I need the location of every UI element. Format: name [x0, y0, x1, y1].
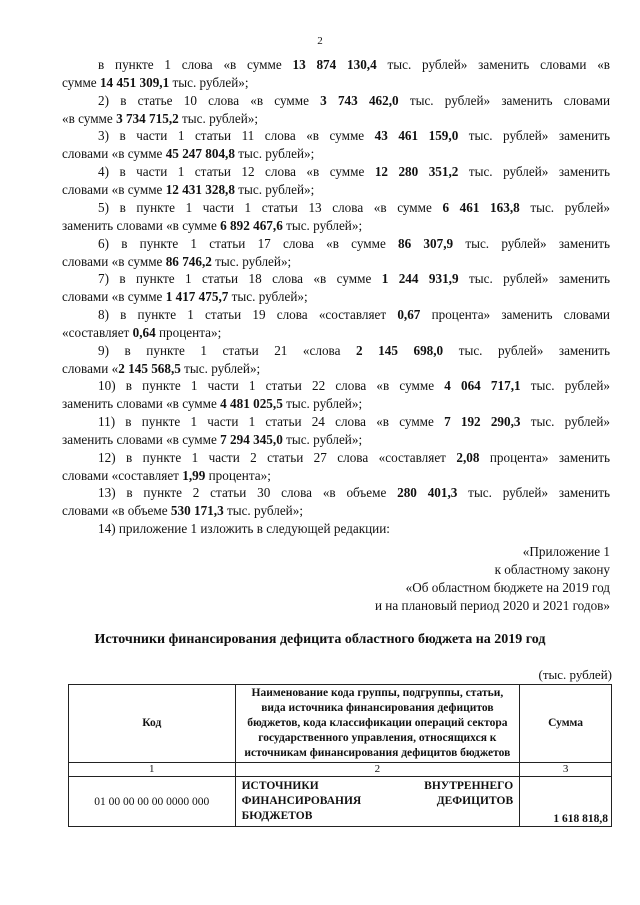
- amendment-line-1: [62, 484, 610, 502]
- amendment-text: словами «в сумме: [62, 289, 166, 305]
- appendix-line: и на плановый период 2020 и 2021 годов»: [374, 598, 610, 613]
- amendment-text: «составляет: [62, 324, 133, 340]
- amount-value: 4 481 025,5: [220, 396, 283, 412]
- financing-table: [68, 684, 612, 827]
- amount-value: 2 145 568,5: [118, 360, 181, 376]
- amendment-item: [62, 199, 610, 235]
- amendment-line-1: [62, 163, 610, 181]
- amount-value: 12 280 351,2: [374, 164, 459, 180]
- amendment-text: 4) в части 1 статьи 12 слова «в сумме: [98, 164, 375, 180]
- amount-value: 12 431 328,8: [165, 182, 235, 198]
- amendment-line-2: [62, 502, 610, 520]
- amendment-line-2: [62, 253, 610, 271]
- amount-value: 0,67: [397, 306, 421, 322]
- amendment-text: тыс. рублей» заменить словами: [398, 92, 611, 108]
- amount-value: 2,08: [456, 449, 480, 465]
- column-number-row: [69, 763, 612, 777]
- amendment-item: [62, 377, 610, 413]
- amendment-text: сумме: [62, 75, 100, 90]
- amount-value: 280 401,3: [397, 485, 458, 501]
- amendment-text: 2) в статье 10 слова «в сумме: [98, 92, 321, 108]
- amendment-item: [62, 484, 610, 520]
- amendment-text: заменить словами «в сумме: [62, 432, 221, 447]
- amendment-text: тыс. рублей» заменить: [453, 235, 610, 251]
- amendment-text: тыс. рублей» заменить: [458, 128, 611, 144]
- amendment-item: [62, 56, 610, 92]
- amount-value: 6 892 467,6: [220, 217, 283, 233]
- table-row: [69, 777, 612, 827]
- amendment-item: [62, 520, 610, 538]
- amendment-text: тыс. рублей» заменить словами «в: [376, 57, 611, 72]
- amendment-text: тыс. рублей»: [520, 414, 610, 429]
- amount-value: 43 461 159,0: [374, 128, 459, 144]
- amendment-line-1: [62, 306, 610, 324]
- amount-value: 2 145 698,0: [356, 342, 444, 358]
- appendix-line: «Приложение 1: [522, 544, 610, 559]
- amendment-text: словами «составляет: [62, 467, 183, 483]
- amendment-item: [62, 413, 610, 449]
- row-code: 01 00 00 00 00 0000 000: [69, 777, 236, 827]
- amendment-text: словами «в сумме: [62, 146, 166, 162]
- amendment-text: процента» заменить словами: [420, 306, 610, 322]
- amendment-text: словами «в объеме: [62, 503, 171, 519]
- amendment-line-1: [62, 520, 610, 538]
- amendment-item: [62, 306, 610, 342]
- amount-value: 45 247 804,8: [165, 146, 235, 162]
- amendment-item: [62, 270, 610, 306]
- amendment-text: 9) в пункте 1 статьи 21 «слова: [98, 342, 357, 358]
- amendment-text: словами «в сумме: [62, 182, 166, 198]
- amount-value: 1 417 475,7: [165, 289, 229, 305]
- amendment-text: тыс. рублей»;: [234, 146, 315, 162]
- header-name: Наименование кода группы, подгруппы, статьи, вида источника финансирования дефицитов бюджетов, кода классификации операций сектора государственного управления, относящихся к источникам финансирования дефицитов бюджетов: [235, 685, 520, 763]
- amendment-text: тыс. рублей»;: [282, 217, 363, 233]
- amendment-text: тыс. рублей»;: [228, 289, 308, 305]
- row-sum: 1 618 818,8: [520, 777, 612, 827]
- amount-value: 86 746,2: [165, 253, 212, 269]
- amendment-line-2: [62, 74, 610, 92]
- amendment-line-1: [62, 449, 610, 467]
- amendment-line-1: [62, 199, 610, 217]
- amendment-line-2: [62, 395, 610, 413]
- amendment-text: 12) в пункте 1 части 2 статьи 27 слова «составляет: [98, 449, 457, 465]
- amendment-text: в пункте 1 слова «в сумме: [98, 57, 293, 72]
- amendment-item: [62, 127, 610, 163]
- amount-value: 7 294 345,0: [220, 432, 283, 447]
- amendment-text: тыс. рублей»;: [234, 182, 315, 198]
- page-number: 2: [317, 35, 323, 47]
- amendment-text: процента»;: [205, 467, 271, 483]
- amount-value: 6 461 163,8: [442, 199, 520, 215]
- amendment-line-1: [62, 127, 610, 145]
- amendment-text: тыс. рублей»;: [178, 110, 259, 126]
- unit-label: (тыс. рублей): [538, 667, 612, 682]
- amendment-text: тыс. рублей»;: [282, 432, 363, 447]
- column-number: 3: [520, 763, 612, 777]
- amendment-text: тыс. рублей»;: [180, 360, 261, 376]
- amendment-text: 14) приложение 1 изложить в следующей редакции:: [98, 521, 390, 537]
- amendment-line-1: [62, 235, 610, 253]
- amount-value: 530 171,3: [170, 503, 224, 519]
- amendment-text: процента»;: [155, 324, 222, 340]
- amendment-text: тыс. рублей»;: [211, 253, 292, 269]
- amendment-text: тыс. рублей» заменить: [458, 164, 610, 180]
- amendment-item: [62, 235, 610, 271]
- row-name: ИСТОЧНИКИ ВНУТРЕННЕГО ФИНАНСИРОВАНИЯ ДЕФИЦИТОВ БЮДЖЕТОВ: [235, 777, 520, 827]
- amendment-text: тыс. рублей»: [520, 378, 610, 394]
- header-code: Код: [69, 685, 236, 763]
- amendment-text: тыс. рублей» заменить: [458, 271, 611, 287]
- appendix-block: [375, 543, 610, 615]
- amendment-line-1: [62, 270, 610, 288]
- amendment-text: тыс. рублей»: [519, 199, 611, 215]
- amendment-text: тыс. рублей»;: [282, 396, 363, 412]
- amendment-text: 3) в части 1 статьи 11 слова «в сумме: [98, 128, 375, 144]
- amount-value: 4 064 717,1: [444, 378, 521, 394]
- amendment-line-2: [62, 360, 610, 378]
- amendment-line-2: [62, 181, 610, 199]
- amendment-item: [62, 342, 610, 378]
- amendment-text: тыс. рублей» заменить: [443, 342, 611, 358]
- column-number: 1: [69, 763, 236, 777]
- table-header-row: [69, 685, 612, 763]
- amendment-item: [62, 449, 610, 485]
- amount-value: 3 743 462,0: [320, 92, 399, 108]
- amendment-line-1: [62, 342, 610, 360]
- amendment-text: 7) в пункте 1 статьи 18 слова «в сумме: [98, 271, 382, 287]
- amendment-text: «в сумме: [62, 110, 117, 126]
- amount-value: 7 192 290,3: [444, 414, 521, 429]
- amendment-line-2: [62, 145, 610, 163]
- amendment-text: словами «: [62, 360, 119, 376]
- amendment-text: 13) в пункте 2 статьи 30 слова «в объеме: [98, 485, 398, 501]
- amendment-text: тыс. рублей»;: [169, 75, 249, 90]
- amendment-line-2: [62, 288, 610, 306]
- amendment-text: процента» заменить: [479, 449, 610, 465]
- amendment-item: [62, 163, 610, 199]
- amendment-text: 8) в пункте 1 статьи 19 слова «составляет: [98, 306, 398, 322]
- amendment-line-1: [62, 413, 610, 431]
- amount-value: 3 734 715,2: [116, 110, 179, 126]
- amendment-line-2: [62, 431, 610, 449]
- amount-value: 14 451 309,1: [99, 75, 170, 90]
- amendment-line-2: [62, 467, 610, 485]
- amount-value: 86 307,9: [398, 235, 454, 251]
- amendment-text: тыс. рублей» заменить: [457, 485, 611, 501]
- amount-value: 0,64: [132, 324, 156, 340]
- amendment-text: 11) в пункте 1 части 1 статьи 24 слова «в сумме: [98, 414, 445, 429]
- amendment-text: 6) в пункте 1 статьи 17 слова «в сумме: [98, 235, 399, 251]
- appendix-line: к областному закону: [494, 562, 610, 577]
- amendment-text: словами «в сумме: [62, 253, 166, 269]
- amendment-line-1: [62, 377, 610, 395]
- amount-value: 13 874 130,4: [292, 57, 377, 72]
- appendix-line: «Об областном бюджете на 2019 год: [405, 580, 610, 595]
- amendment-line-1: [62, 56, 610, 74]
- amendment-text: заменить словами «в сумме: [62, 217, 221, 233]
- amount-value: 1 244 931,9: [381, 271, 459, 287]
- amendment-text: 5) в пункте 1 части 1 статьи 13 слова «в сумме: [98, 199, 443, 215]
- amendment-line-2: [62, 110, 610, 128]
- amendment-line-2: [62, 324, 610, 342]
- amendment-line-1: [62, 92, 610, 110]
- amendment-text: тыс. рублей»;: [223, 503, 303, 519]
- amendment-text: заменить словами «в сумме: [62, 396, 221, 412]
- amendment-item: [62, 92, 610, 128]
- table-title: Источники финансирования дефицита областного бюджета на 2019 год: [94, 632, 546, 647]
- column-number: 2: [235, 763, 520, 777]
- amount-value: 1,99: [182, 467, 206, 483]
- amendment-line-2: [62, 217, 610, 235]
- header-sum: Сумма: [520, 685, 612, 763]
- amendment-text: 10) в пункте 1 части 1 статьи 22 слова «в сумме: [98, 378, 445, 394]
